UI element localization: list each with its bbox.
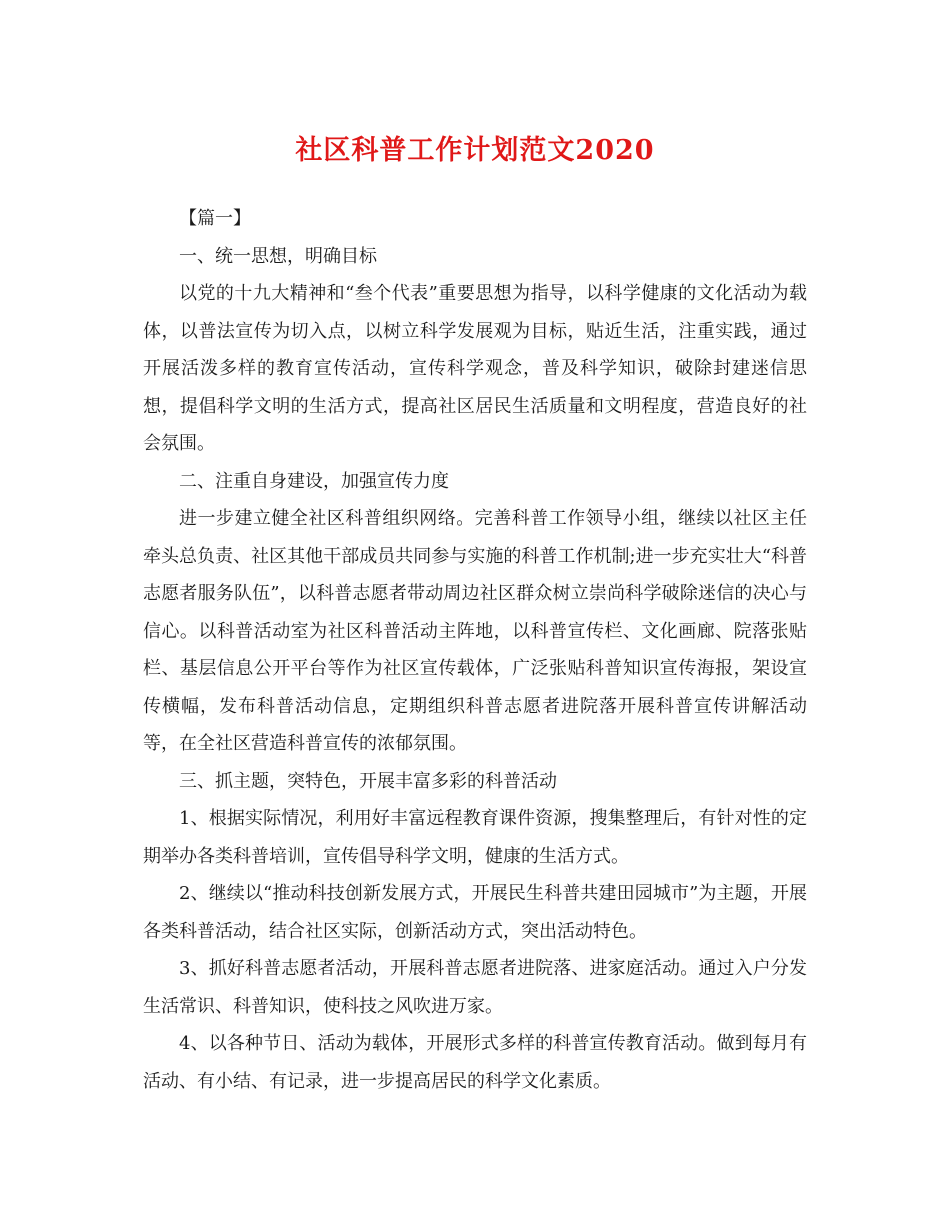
section-heading: 二、注重自身建设，加强宣传力度 [179,470,449,492]
document-title: 社区科普工作计划范文2020 [295,135,655,166]
list-item: 3、抓好科普志愿者活动，开展科普志愿者进院落、进家庭活动。通过入户分发生活常识、科普知识，使科技之风吹进万家。 [143,958,807,1017]
body-paragraph: 以党的十九大精神和“叁个代表”重要思想为指导，以科学健康的文化活动为载体，以普法宣传为切入点，以树立科学发展观为目标，贴近生活，注重实践，通过开展活泼多样的教育宣传活动，宣传科学观念，普及科学知识，破除封建迷信思想，提倡科学文明的生活方式，提高社区居民生活质量和文明程度，营造良好的社会氛围。 [143,283,807,454]
list-item: 1、根据实际情况，利用好丰富远程教育课件资源，搜集整理后，有针对性的定期举办各类科普培训，宣传倡导科学文明，健康的生活方式。 [143,808,807,867]
list-item: 4、以各种节日、活动为载体，开展形式多样的科普宣传教育活动。做到每月有活动、有小结、有记录，进一步提高居民的科学文化素质。 [143,1033,807,1092]
list-item: 2、继续以“推动科技创新发展方式，开展民生科普共建田园城市”为主题，开展各类科普活动，结合社区实际，创新活动方式，突出活动特色。 [143,883,807,942]
section-heading: 一、统一思想，明确目标 [179,245,377,267]
document-body [143,200,807,1100]
section-heading: 三、抓主题，突特色，开展丰富多彩的科普活动 [179,770,557,792]
section-marker: 【篇一】 [179,208,251,229]
body-paragraph: 进一步建立健全社区科普组织网络。完善科普工作领导小组，继续以社区主任牵头总负责、社区其他干部成员共同参与实施的科普工作机制;进一步充实壮大“科普志愿者服务队伍”，以科普志愿者带动周边社区群众树立崇尚科学破除迷信的决心与信心。以科普活动室为社区科普活动主阵地，以科普宣传栏、文化画廊、院落张贴栏、基层信息公开平台等作为社区宣传载体，广泛张贴科普知识宣传海报，架设宣传横幅，发布科普活动信息，定期组织科普志愿者进院落开展科普宣传讲解活动等，在全社区营造科普宣传的浓郁氛围。 [143,508,807,754]
